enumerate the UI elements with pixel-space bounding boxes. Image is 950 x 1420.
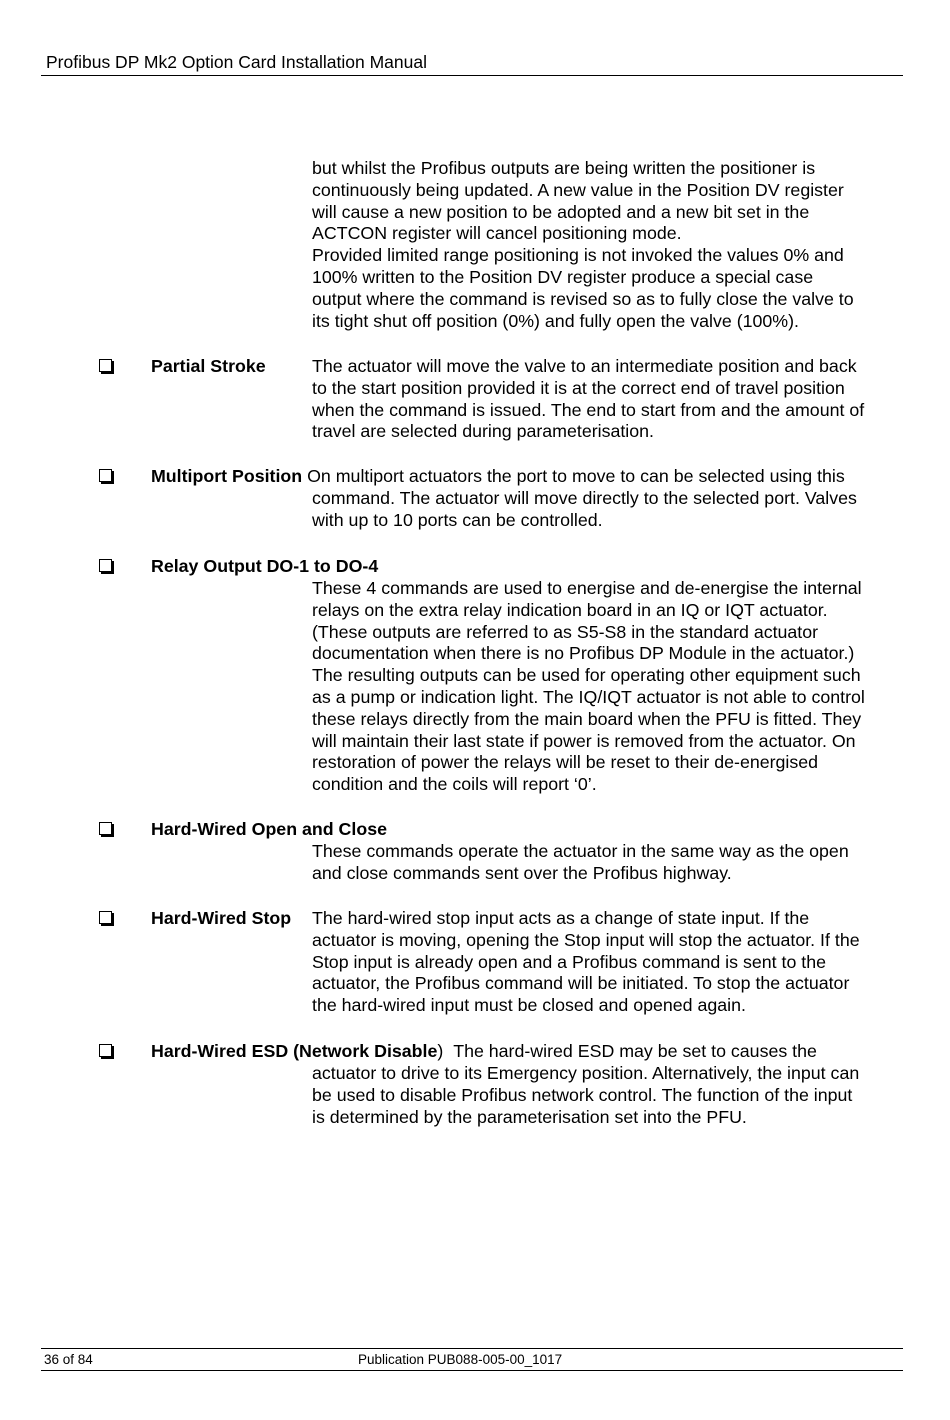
item-description-multiport-position (312, 488, 902, 532)
publication-id: Publication PUB088-005-00_1017 (358, 1352, 563, 1367)
text-line: when the command is issued. The end to start from and the amount of (312, 399, 865, 420)
intro-paragraph (312, 158, 902, 332)
text-line: relays on the extra relay indication board in an IQ or IQT actuator. (312, 599, 828, 620)
checkbox-icon (99, 469, 112, 482)
item-description-partial-stroke (312, 356, 902, 443)
item-description-hard-wired-esd (312, 1063, 902, 1128)
text-line: will cause a new position to be adopted and a new bit set in the (312, 201, 810, 222)
text-line: but whilst the Profibus outputs are being written the positioner is (312, 158, 816, 178)
text-line: output where the command is revised so as to fully close the valve to (312, 288, 854, 309)
text-line: The hard-wired stop input acts as a change of state input. If the (312, 908, 810, 928)
page-header-title: Profibus DP Mk2 Option Card Installation Manual (46, 52, 427, 72)
text-line: Stop input is already open and a Profibus command is sent to the (312, 951, 826, 972)
checkbox-icon (99, 1044, 112, 1057)
text-line: command. The actuator will move directly to the selected port. Valves (312, 488, 857, 508)
text-line: 100% written to the Position DV register produce a special case (312, 266, 814, 287)
text-line: restoration of power the relays will be reset to their de-energised (312, 752, 819, 773)
text-line: travel are selected during parameterisation. (312, 421, 654, 442)
item-label-partial-stroke: Partial Stroke (151, 356, 266, 376)
item-description-hard-wired-open-close (312, 841, 902, 885)
footer-rule (41, 1348, 903, 1349)
text-line: its tight shut off position (0%) and fully open the valve (100%). (312, 310, 799, 331)
text-line: be used to disable Profibus network control. The function of the input (312, 1084, 853, 1105)
page-number: 36 of 84 (44, 1352, 93, 1367)
item-label-text: Multiport Position (151, 466, 303, 486)
text-line: documentation when there is no Profibus DP Module in the actuator.) (312, 643, 855, 664)
item-label-hard-wired-stop: Hard-Wired Stop (151, 908, 292, 928)
checkbox-icon (99, 559, 112, 572)
item-label-relay-output: Relay Output DO-1 to DO-4 (151, 556, 379, 576)
text-line: continuously being updated. A new value in the Position DV register (312, 179, 844, 200)
item-description-relay-output (312, 578, 902, 796)
text-line: ACTCON register will cancel positioning mode. (312, 223, 682, 244)
text-line: actuator, the Profibus command will be initiated. To stop the actuator (312, 973, 850, 994)
text-line: the hard-wired input must be closed and opened again. (312, 995, 746, 1016)
item-label-suffix: ) (437, 1041, 444, 1061)
text-line: actuator to drive to its Emergency position. Alternatively, the input can (312, 1063, 860, 1083)
text-line: will maintain their last state if power is removed from the actuator. On (312, 730, 856, 751)
item-label-text: Hard-Wired ESD (Network Disable (151, 1041, 438, 1061)
checkbox-icon (99, 822, 112, 835)
text-line: these relays directly from the main board when the PFU is fitted. They (312, 708, 862, 729)
text-line: is determined by the parameterisation set into the PFU. (312, 1106, 747, 1127)
item-inline-text: On multiport actuators the port to move to can be selected using this (307, 466, 845, 486)
text-line: as a pump or indication light. The IQ/IQT actuator is not able to control (312, 686, 865, 707)
text-line: These commands operate the actuator in the same way as the open (312, 841, 849, 861)
item-description-hard-wired-stop (312, 908, 902, 1017)
text-line: condition and the coils will report ‘0’. (312, 774, 597, 795)
footer-rule (41, 1370, 903, 1371)
header-rule (41, 75, 903, 76)
text-line: to the start position provided it is at the correct end of travel position (312, 377, 845, 398)
text-line: The resulting outputs can be used for operating other equipment such (312, 665, 861, 686)
text-line: (These outputs are referred to as S5-S8 in the standard actuator (312, 621, 819, 642)
item-label-hard-wired-esd (151, 1041, 817, 1063)
text-line: and close commands sent over the Profibus highway. (312, 862, 732, 883)
text-line: with up to 10 ports can be controlled. (312, 509, 603, 530)
text-line: These 4 commands are used to energise and de-energise the internal (312, 578, 862, 598)
item-label-hard-wired-open-close: Hard-Wired Open and Close (151, 819, 387, 839)
text-line: Provided limited range positioning is not invoked the values 0% and (312, 245, 844, 266)
checkbox-icon (99, 359, 112, 372)
checkbox-icon (99, 911, 112, 924)
item-label-multiport-position (151, 466, 845, 488)
item-inline-text: The hard-wired ESD may be set to causes the (453, 1041, 817, 1061)
text-line: actuator is moving, opening the Stop input will stop the actuator. If the (312, 929, 860, 950)
text-line: The actuator will move the valve to an intermediate position and back (312, 356, 857, 376)
